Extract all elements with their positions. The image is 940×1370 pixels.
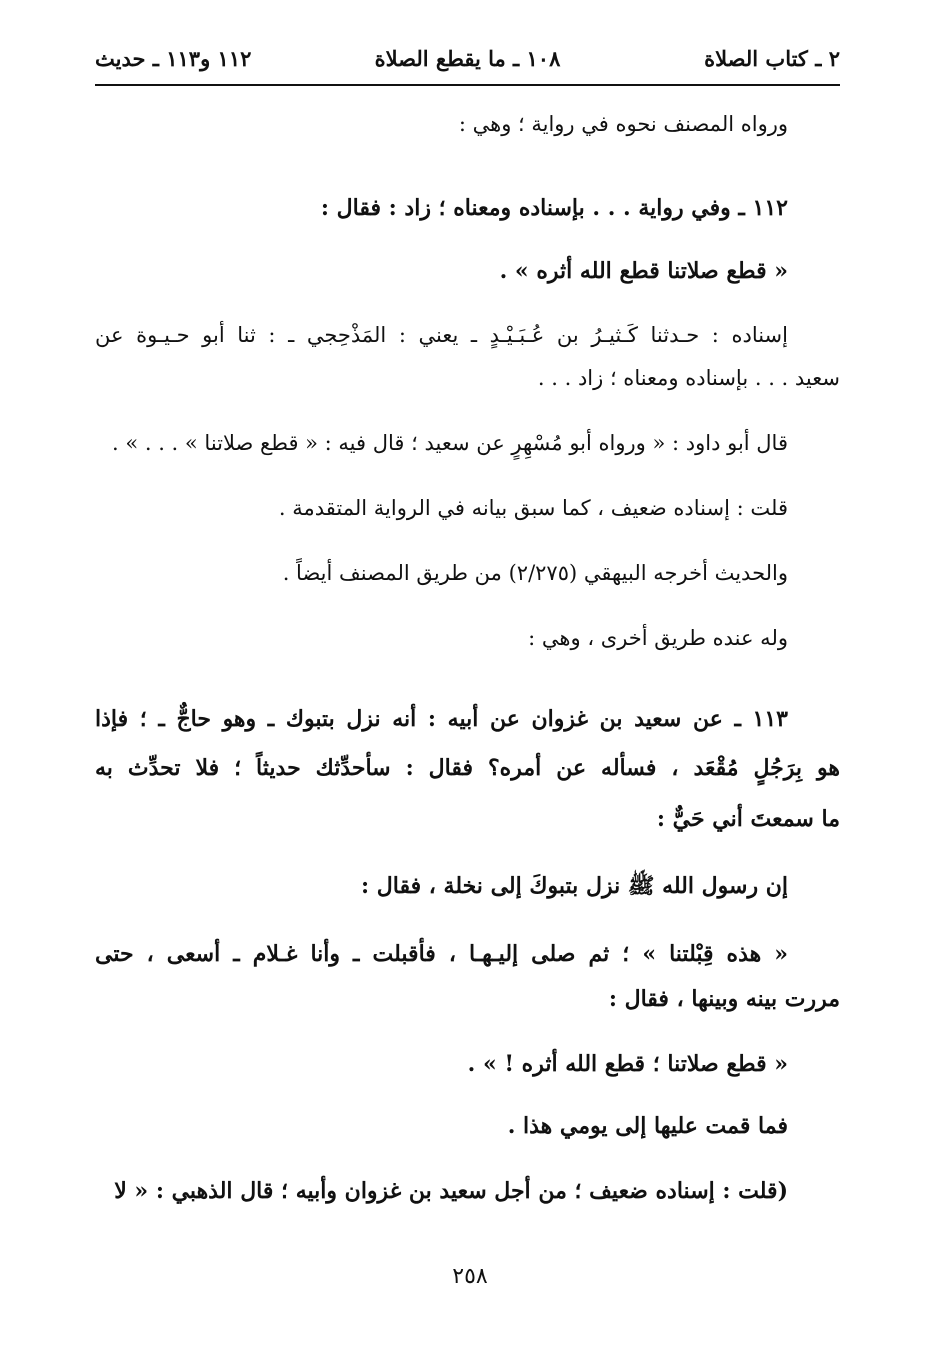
hadith-text: « قطع صلاتنا ؛ قطع الله أثره ! » . [467,1051,788,1077]
text-line: وله عنده طريق أخرى ، وهي : [528,626,788,650]
text-line: قلت : إسناده ضعيف ، كما سبق بيانه في الرواية المتقدمة . [278,496,788,520]
header-divider [95,84,840,86]
isnad-line: سعيد . . . بإسناده ومعناه ؛ زاد . . . [537,366,840,390]
hadith-text: مررت بينه وبينها ، فقال : [608,986,840,1012]
hadith-text: هو بِرَجُلٍ مُقْعَد ، فسأله عن أمره؟ فقال : سأحدِّثك حديثاً ؛ فلا تحدِّث به [95,755,840,781]
running-header [95,40,840,86]
section-title: ١٠٨ ـ ما يقطع الصلاة [374,46,561,71]
page-number: ٢٥٨ [452,1264,488,1289]
hadith-heading: ١١٣ ـ عن سعيد بن غزوان عن أبيه : أنه نزل بتبوك ـ وهو حاجٌّ ـ ؛ فإذا [95,706,788,732]
hadith-text: فما قمت عليها إلى يومي هذا . [507,1113,788,1139]
hadith-range: ١١٢ و١١٣ ـ حديث [95,46,252,71]
text-line: قال أبو داود : « ورواه أبو مُسْهِرٍ عن سعيد ؛ قال فيه : « قطع صلاتنا » . . . » . [111,431,788,455]
text-line: ورواه المصنف نحوه في رواية ؛ وهي : [458,112,788,136]
text-line: والحديث أخرجه البيهقي (٢/٢٧٥) من طريق المصنف أيضاً . [282,561,788,585]
hadith-heading: ١١٢ ـ وفي رواية . . . بإسناده ومعناه ؛ زاد : فقال : [320,195,788,221]
hadith-text: إن رسول الله ﷺ نزل بتبوكَ إلى نخلة ، فقال : [361,873,788,899]
hadith-text: ما سمعتَ أني حَيٌّ : [656,806,840,832]
commentary-line: (قلت : إسناده ضعيف ؛ من أجل سعيد بن غزوان وأبيه ؛ قال الذهبي : « لا [114,1178,788,1204]
isnad-line: إسناده : حـدثنا كَـثيـرُ بن عُـبَـيْـدٍ ـ يعني : المَذْحِجي ـ : ثنا أبو حـيـوة عن [95,323,788,347]
hadith-text: « قطع صلاتنا قطع الله أثره » . [499,258,788,284]
chapter-title: ٢ ـ كتاب الصلاة [704,46,840,71]
hadith-text: « هذه قِبْلتنا » ؛ ثم صلى إليـهـا ، فأقبلت ـ وأنا غـلام ـ أسعى ، حتى [95,941,788,967]
